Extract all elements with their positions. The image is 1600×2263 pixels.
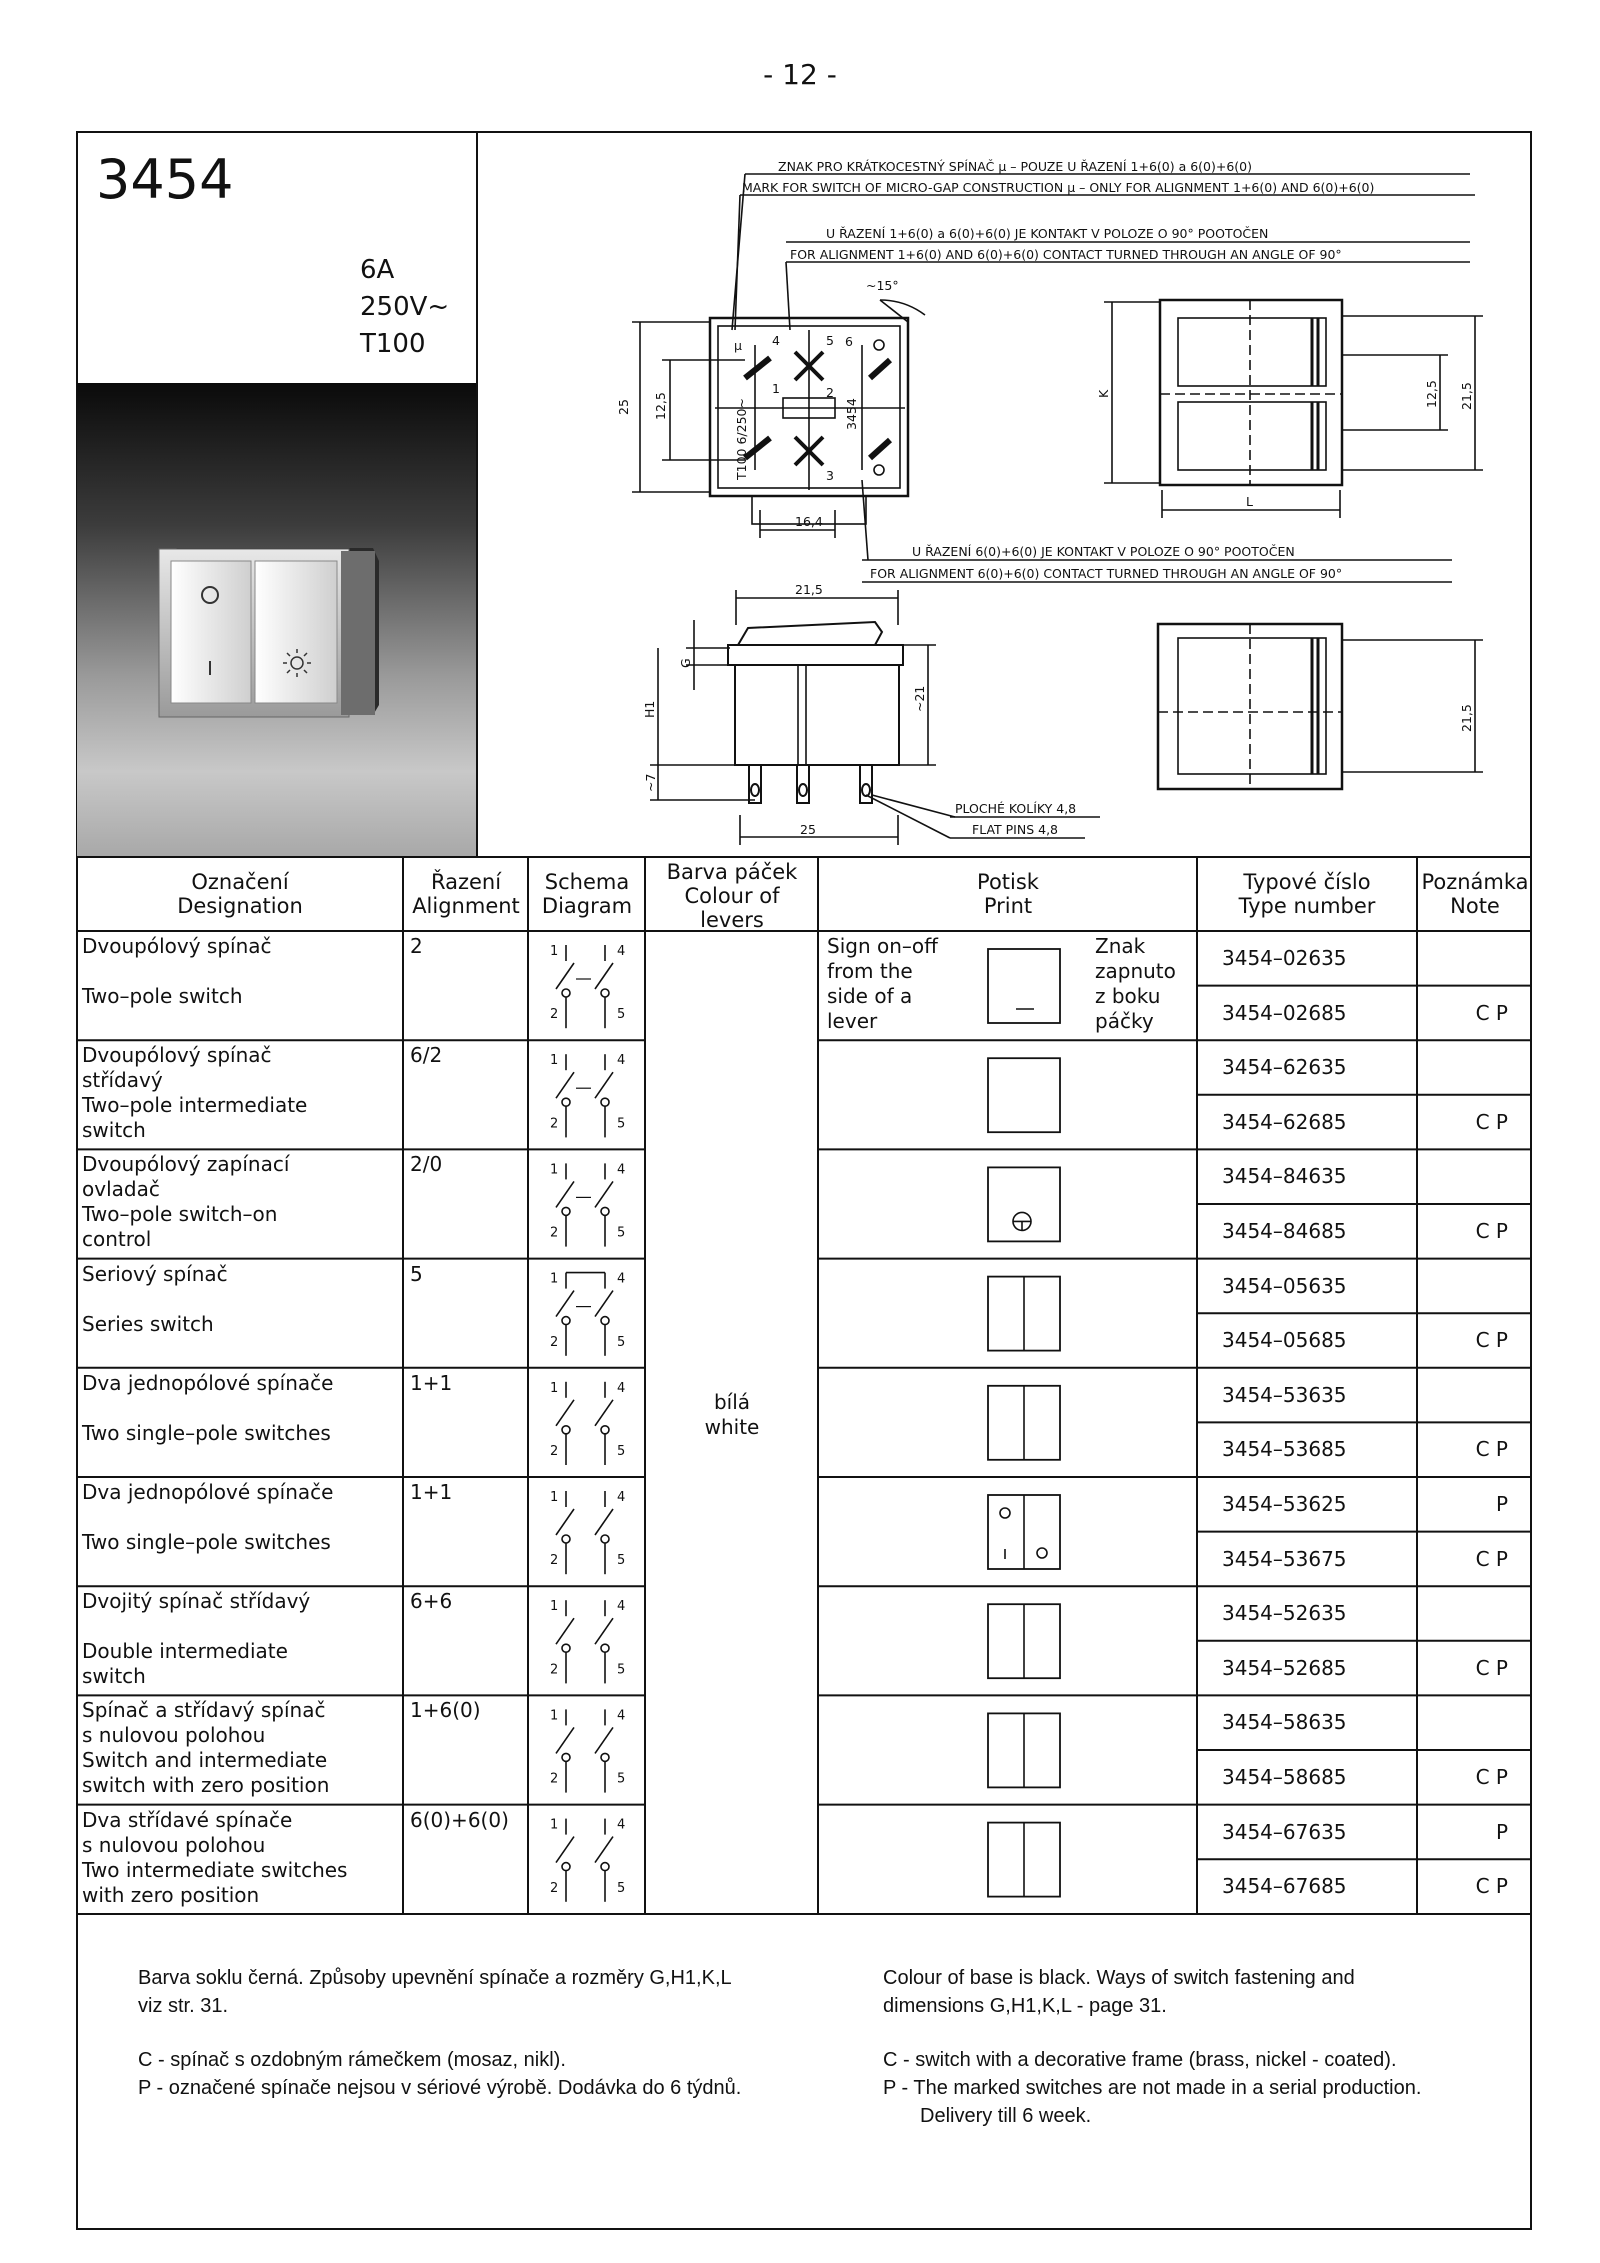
type-number: 3454–53675 [1222,1546,1347,1571]
type-number: 3454–58635 [1222,1710,1347,1735]
svg-text:2: 2 [550,1444,559,1459]
svg-text:4: 4 [617,1817,626,1833]
type-note: C P [1475,1437,1508,1462]
wiring-diagram [550,944,625,1028]
row-alignment: 1+1 [410,1370,453,1395]
type-number: 3454–62635 [1222,1055,1347,1080]
type-number: 3454–53685 [1222,1437,1347,1462]
body-pin-5: 5 [826,333,834,348]
row-designation: Dva jednopólové spínače Two single–pole switches [82,1480,334,1554]
svg-text:2: 2 [550,1553,559,1569]
note3-cz: U ŘAZENÍ 6(0)+6(0) JE KONTAKT V POLOZE O 90° POOTOČEN [912,544,1295,559]
header-colour: Barva páček Colour of levers [666,860,798,932]
dim-K: K [1096,389,1111,398]
type-note: P [1495,1819,1508,1844]
type-note: P [1495,1492,1508,1516]
svg-text:1: 1 [550,944,559,959]
row-alignment: 6+6 [410,1589,453,1614]
type-number: 3454–52685 [1222,1655,1347,1680]
type-number: 3454–53625 [1222,1492,1347,1516]
wiring-diagram [550,1162,625,1246]
lever-colour: bílá white [704,1390,760,1439]
rating-temperature: T100 [360,329,426,359]
header-alignment: Řazení Alignment [412,870,520,918]
type-note: C P [1475,1219,1508,1243]
dim-G: G [678,658,693,668]
row-alignment: 1+1 [410,1480,453,1504]
type-note: C P [1475,1000,1508,1025]
wiring-diagram [550,1708,625,1792]
header-print: Potisk Print [977,870,1039,918]
body-pin-4: 4 [772,333,780,348]
row-designation: Dvojitý spínač střídavý Double intermediate switch [82,1589,311,1689]
svg-text:4: 4 [617,1708,626,1724]
dim-L: L [1246,494,1253,509]
dim-21-5-right: 21,5 [1459,382,1474,410]
pins-en: FLAT PINS 4,8 [972,822,1058,837]
footer-en: Colour of base is black. Ways of switch fastening and dimensions G,H1,K,L - page 31. C - switch with a decorative frame (brass, nickel - coated). P - The marked switches are not made in a serial production. Delivery till 6 week. [883,1967,1422,2127]
svg-text:4: 4 [617,1053,626,1069]
wiring-diagram [550,1818,625,1902]
row-designation: Dvoupólový spínač střídavý Two–pole intermediate switch [82,1043,308,1143]
dim-12-5-right: 12,5 [1424,380,1439,408]
body-pin-1: 1 [772,381,780,396]
svg-text:2: 2 [550,1116,559,1132]
body-print-text: T100 6/250~ [734,398,749,480]
svg-text:5: 5 [617,1553,626,1569]
svg-text:4: 4 [617,1380,626,1396]
type-number: 3454–53635 [1222,1382,1347,1407]
body-pin-6: 6 [845,334,853,349]
page-number: - 12 - [763,58,837,91]
body-code-text: 3454 [844,398,859,430]
svg-text:1: 1 [550,1380,559,1396]
dim-21: ~21 [912,685,927,712]
row-designation: Seriový spínač Series switch [82,1261,228,1336]
svg-text:2: 2 [550,1662,559,1678]
dim-21-5-top: 21,5 [795,582,823,597]
dim-21-5-bottom: 21,5 [1459,704,1474,732]
svg-text:2: 2 [550,1880,559,1896]
type-number: 3454–84635 [1222,1164,1347,1189]
row-designation: Dvoupólový zapínací ovladač Two–pole switch–on control [82,1152,290,1252]
dim-16-4: 16,4 [795,514,823,529]
header-diagram: Schema Diagram [541,870,633,918]
svg-text:2: 2 [550,1334,559,1350]
svg-text:2: 2 [550,1225,559,1241]
dim-25: 25 [616,399,631,415]
print-znak-text: Znak zapnuto z boku páčky [1095,934,1176,1033]
header-type-number: Typové číslo Type number [1238,870,1376,918]
type-note: C P [1475,1765,1508,1789]
row-alignment: 5 [410,1261,423,1286]
type-number: 3454–02635 [1222,946,1347,970]
type-note: C P [1475,1874,1508,1899]
footer-cz: Barva soklu černá. Způsoby upevnění spínače a rozměry G,H1,K,L viz str. 31. C - spínač s ozdobným rámečkem (mosaz, nikl). P - označené spínače nejsou v sériové výrobě. Dodávka do 6 týdnů. [138,1967,742,2099]
svg-text:2: 2 [550,1007,559,1023]
row-alignment: 2 [410,934,423,958]
svg-text:5: 5 [617,1662,626,1678]
header-note: Poznámka Note [1421,870,1529,918]
svg-text:4: 4 [617,1162,626,1178]
svg-text:1: 1 [550,1599,559,1615]
svg-text:1: 1 [550,1162,559,1178]
note3-en: FOR ALIGNMENT 6(0)+6(0) CONTACT TURNED THROUGH AN ANGLE OF 90° [870,566,1343,581]
svg-text:4: 4 [617,1490,626,1505]
dim-angle: ~15° [866,278,899,293]
svg-text:5: 5 [617,1334,626,1350]
print-symbol-box [988,949,1060,1023]
model-number: 3454 [96,148,234,211]
svg-text:1: 1 [550,1708,559,1724]
dim-H1: H1 [642,700,657,718]
body-pin-3: 3 [826,468,834,483]
svg-text:5: 5 [617,1880,626,1896]
wiring-diagram [550,1053,625,1137]
svg-text:1: 1 [550,1271,559,1287]
wiring-diagram [550,1490,625,1574]
type-number: 3454–84685 [1222,1219,1347,1243]
type-number: 3454–67685 [1222,1874,1347,1899]
svg-text:5: 5 [617,1116,626,1132]
wiring-diagram [550,1272,625,1356]
type-note: C P [1475,1109,1508,1134]
svg-text:4: 4 [617,1271,626,1287]
dim-25-bottom: 25 [800,822,816,837]
svg-text:5: 5 [617,1007,626,1023]
type-number: 3454–62685 [1222,1109,1347,1134]
type-number: 3454–58685 [1222,1765,1347,1789]
type-note: C P [1475,1546,1508,1571]
print-symbol-box [988,1058,1060,1132]
body-pin-2: 2 [826,385,834,400]
svg-text:1: 1 [550,1490,559,1505]
note1-cz: ZNAK PRO KRÁTKOCESTNÝ SPÍNAČ μ – POUZE U ŘAZENÍ 1+6(0) a 6(0)+6(0) [778,159,1253,174]
note1-en: MARK FOR SWITCH OF MICRO-GAP CONSTRUCTION μ – ONLY FOR ALIGNMENT 1+6(0) AND 6(0)+6(0) [742,180,1375,195]
svg-text:4: 4 [617,1599,626,1615]
row-designation: Dvoupólový spínač Two–pole switch [82,934,272,1008]
type-number: 3454–05685 [1222,1328,1347,1353]
svg-text:2: 2 [550,1771,559,1787]
print-sign-text: Sign on–off from the side of a lever [827,934,938,1033]
mu-mark: μ [734,338,742,353]
row-designation: Dva jednopólové spínače Two single–pole switches [82,1370,334,1445]
row-designation: Dva střídavé spínače s nulovou polohou Two intermediate switches with zero position [82,1807,348,1907]
rating-current: 6A [360,255,395,285]
type-note: C P [1475,1655,1508,1680]
svg-text:5: 5 [617,1225,626,1241]
type-number: 3454–67635 [1222,1819,1347,1844]
pins-cz: PLOCHÉ KOLÍKY 4,8 [955,801,1077,816]
header-designation: Označení Designation [177,870,303,918]
note2-cz: U ŘAZENÍ 1+6(0) a 6(0)+6(0) JE KONTAKT V POLOZE O 90° POOTOČEN [826,226,1269,241]
type-number: 3454–52635 [1222,1601,1347,1626]
row-alignment: 6(0)+6(0) [410,1807,509,1832]
type-number: 3454–02685 [1222,1000,1347,1025]
type-note: C P [1475,1328,1508,1353]
row-alignment: 1+6(0) [410,1698,481,1723]
svg-text:4: 4 [617,944,626,959]
dim-7: ~7 [643,773,658,792]
rating-voltage: 250V~ [360,292,450,322]
svg-text:1: 1 [550,1817,559,1833]
wiring-diagram [550,1599,625,1683]
note2-en: FOR ALIGNMENT 1+6(0) AND 6(0)+6(0) CONTACT TURNED THROUGH AN ANGLE OF 90° [790,247,1342,262]
dim-12-5-left: 12,5 [653,392,668,420]
svg-text:5: 5 [617,1444,626,1459]
row-alignment: 2/0 [410,1152,443,1177]
svg-text:5: 5 [617,1771,626,1787]
wiring-diagram [550,1381,625,1465]
row-alignment: 6/2 [410,1043,443,1068]
type-number: 3454–05635 [1222,1273,1347,1298]
svg-text:1: 1 [550,1053,559,1069]
row-designation: Spínač a střídavý spínač s nulovou polohou Switch and intermediate switch with zero position [82,1698,330,1798]
